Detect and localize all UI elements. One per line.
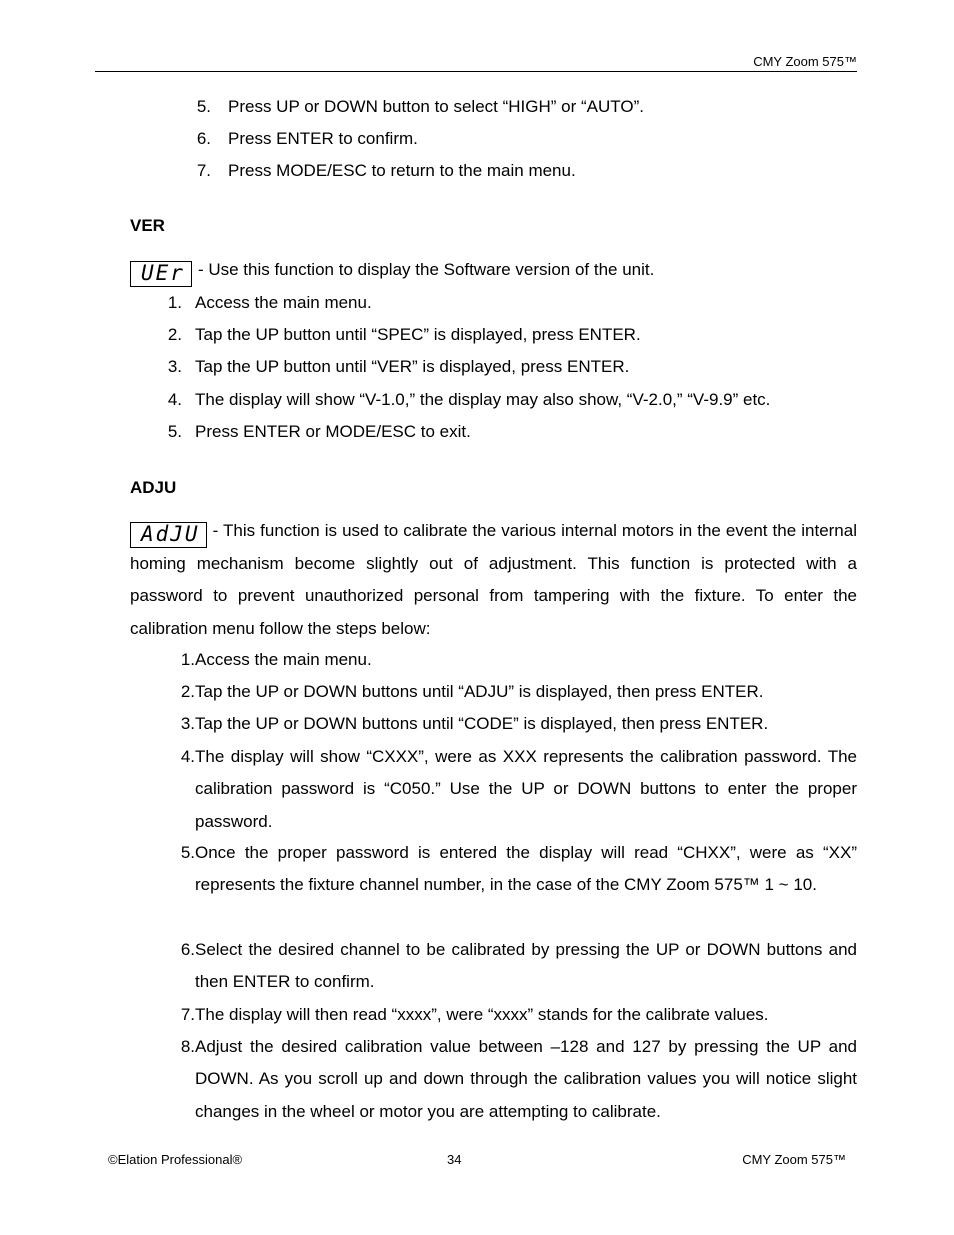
list-text: Press MODE/ESC to return to the main menu. — [228, 161, 576, 180]
list-number: 6. — [196, 129, 211, 148]
footer-copyright: ©Elation Professional® — [108, 1152, 243, 1167]
list-text: The display will show “V-1.0,” the display may also show, “V-2.0,” “V-9.9” etc. — [195, 390, 771, 409]
section-heading-adju: ADJU — [130, 478, 177, 497]
list-number: 4. — [180, 747, 195, 766]
list-text: Tap the UP button until “SPEC” is displayed, press ENTER. — [195, 325, 641, 344]
section-heading-ver: VER — [130, 216, 165, 235]
list-number: 1. — [180, 650, 195, 669]
list-number: 3. — [167, 357, 182, 376]
list-text: Once the proper password is entered the display will read “CHXX”, were as “XX” represents the fixture channel number, in the case of the CMY Zoom 575™ 1 ~ 10. — [195, 843, 857, 895]
list-number: 7. — [196, 161, 211, 180]
ver-intro — [130, 254, 857, 287]
ver-intro-text: - Use this function to display the Software version of the unit. — [197, 260, 655, 279]
list-text: Press ENTER to confirm. — [228, 129, 418, 148]
list-text: Press UP or DOWN button to select “HIGH” or “AUTO”. — [228, 97, 644, 116]
header-rule — [95, 71, 857, 72]
lcd-display-ver: UEr — [130, 261, 192, 287]
list-number: 2. — [167, 325, 182, 344]
list-number: 1. — [167, 293, 182, 312]
list-number: 7. — [180, 1005, 195, 1024]
list-text: Tap the UP or DOWN buttons until “CODE” is displayed, then press ENTER. — [195, 714, 769, 733]
list-text: The display will show “CXXX”, were as XXX represents the calibration password. The calibration password is “C050.” Use the UP or DOWN buttons to enter the proper password. — [195, 747, 857, 831]
list-number: 3. — [180, 714, 195, 733]
list-text: Adjust the desired calibration value between –128 and 127 by pressing the UP and DOWN. As you scroll up and down through the calibration values you will notice slight changes in the wheel or motor you are attempting to calibrate. — [195, 1037, 857, 1121]
list-text: Select the desired channel to be calibrated by pressing the UP or DOWN buttons and then ENTER to confirm. — [195, 940, 857, 992]
list-number: 6. — [180, 940, 195, 959]
list-text: Press ENTER or MODE/ESC to exit. — [195, 422, 471, 441]
list-number: 2. — [180, 682, 195, 701]
list-text: Access the main menu. — [195, 293, 372, 312]
list-text: Tap the UP or DOWN buttons until “ADJU” is displayed, then press ENTER. — [195, 682, 764, 701]
list-number: 5. — [167, 422, 182, 441]
footer-page-number: 34 — [447, 1152, 462, 1167]
footer-title: CMY Zoom 575™ — [742, 1152, 846, 1167]
page-header-title: CMY Zoom 575™ — [753, 54, 857, 69]
list-number: 5. — [180, 843, 195, 862]
adju-intro-text: - This function is used to calibrate the various internal motors in the event the internal homing mechanism become slightly out of adjustment. This function is protected with a password to prevent unauthorized personal from tampering with the fixture. To enter the calibration menu follow the steps below: — [130, 521, 857, 638]
list-text: The display will then read “xxxx”, were “xxxx” stands for the calibrate values. — [195, 1005, 769, 1024]
lcd-display-adju: AdJU — [130, 522, 207, 548]
list-text: Access the main menu. — [195, 650, 372, 669]
list-number: 4. — [167, 390, 182, 409]
list-text: Tap the UP button until “VER” is displayed, press ENTER. — [195, 357, 630, 376]
list-number: 8. — [180, 1037, 195, 1056]
adju-intro — [130, 515, 857, 645]
list-number: 5. — [196, 97, 211, 116]
